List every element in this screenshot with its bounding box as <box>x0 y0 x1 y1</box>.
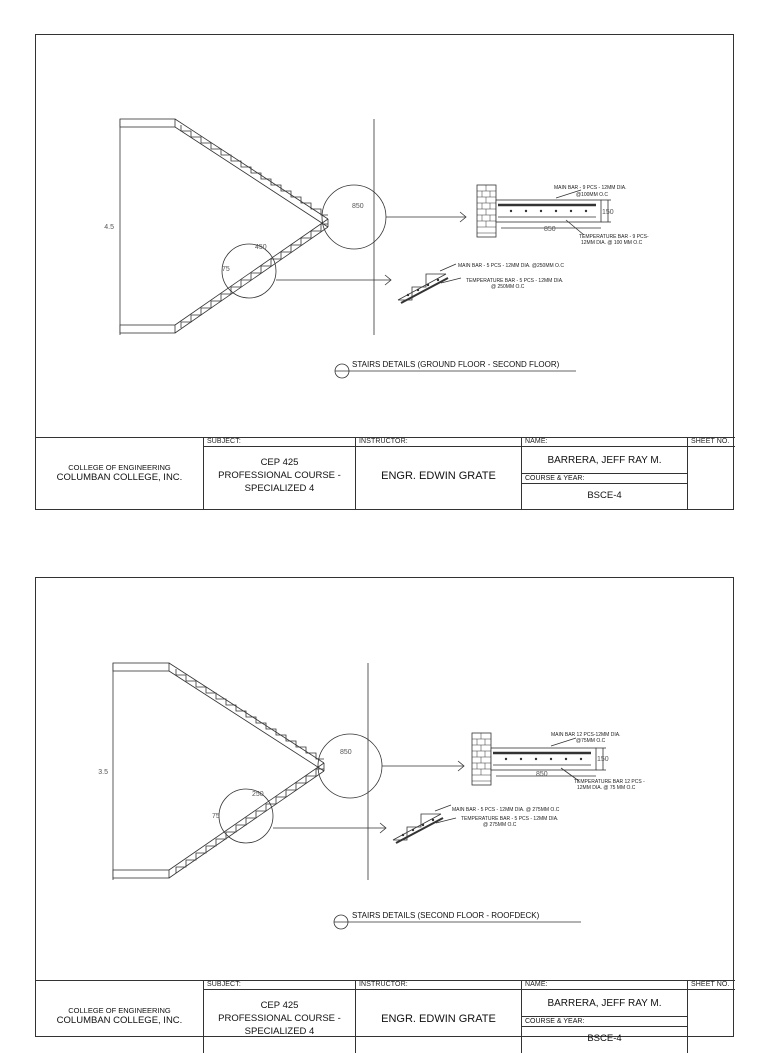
subject-label: SUBJECT: <box>207 438 241 445</box>
instructor-label: INSTRUCTOR: <box>359 438 408 445</box>
instructor-label: INSTRUCTOR: <box>359 981 408 988</box>
college-line-2: COLUMBAN COLLEGE, INC. <box>56 1015 183 1026</box>
course-year-label: COURSE & YEAR: <box>525 1018 585 1025</box>
course-year-label: COURSE & YEAR: <box>525 475 585 482</box>
college-line-2: COLUMBAN COLLEGE, INC. <box>56 472 183 483</box>
drawing-sheet-2 <box>35 577 734 1044</box>
sheet-number-label: SHEET NO. <box>691 981 730 988</box>
drawing-sheet-1 <box>35 34 734 510</box>
dimension-label: 450 <box>255 244 267 251</box>
dimension-label: 850 <box>340 749 352 756</box>
stair-temp-bar-note: @ 275MM O.C <box>483 822 517 828</box>
temperature-bar-note: 12MM DIA. @ 100 MM O.C <box>581 240 643 246</box>
stair-temp-bar-note: @ 250MM O.C <box>491 284 525 290</box>
subject-line-3: SPECIALIZED 4 <box>244 483 315 494</box>
subject-line-2: PROFESSIONAL COURSE - <box>218 470 341 481</box>
height-dimension: 4.5 <box>104 224 114 231</box>
name-label: NAME: <box>525 981 548 988</box>
dimension-label: 850 <box>536 771 548 778</box>
dimension-label: 150 <box>602 209 614 216</box>
height-dimension: 3.5 <box>98 769 108 776</box>
stairs-drawing <box>36 578 735 980</box>
dimension-label: 850 <box>544 226 556 233</box>
name-cell <box>522 981 688 1053</box>
name-label: NAME: <box>525 438 548 445</box>
stairs-drawing-area <box>36 35 735 437</box>
stairs-drawing-area <box>36 578 735 980</box>
stair-temp-bar-note: TEMPERATURE BAR - 5 PCS - 12MM DIA. <box>461 816 559 822</box>
temperature-bar-note: TEMPERATURE BAR 12 PCS - <box>574 779 645 785</box>
temperature-bar-note: TEMPERATURE BAR - 9 PCS- <box>579 234 649 240</box>
instructor-cell <box>356 438 522 510</box>
subject-cell <box>204 981 356 1053</box>
subject-label: SUBJECT: <box>207 981 241 988</box>
section-title: STAIRS DETAILS (GROUND FLOOR - SECOND FLOOR) <box>352 360 560 369</box>
sheet-number-cell <box>688 438 735 510</box>
section-title: STAIRS DETAILS (SECOND FLOOR - ROOFDECK) <box>352 911 540 920</box>
main-bar-note: MAIN BAR - 9 PCS - 12MM DIA. <box>554 185 627 191</box>
sheet-number-label: SHEET NO. <box>691 438 730 445</box>
stairs-drawing <box>36 35 735 437</box>
main-bar-note: MAIN BAR 12 PCS-12MM DIA. <box>551 732 621 738</box>
name-cell <box>522 438 688 510</box>
subject-text <box>204 456 355 495</box>
college-line-1: COLLEGE OF ENGINEERING <box>68 1006 171 1015</box>
title-block <box>36 437 735 510</box>
subject-line-1: CEP 425 <box>260 457 299 468</box>
dimension-label: 250 <box>252 791 264 798</box>
course-year: BSCE-4 <box>587 1033 622 1044</box>
temperature-bar-note: 12MM DIA. @ 75 MM O.C <box>577 785 636 791</box>
title-block <box>36 980 735 1053</box>
dimension-label: 850 <box>352 203 364 210</box>
student-name: BARRERA, JEFF RAY M. <box>547 455 662 466</box>
course-year: BSCE-4 <box>587 490 622 501</box>
instructor-name: ENGR. EDWIN GRATE <box>381 470 496 482</box>
instructor-name: ENGR. EDWIN GRATE <box>381 1013 496 1025</box>
subject-text <box>204 999 355 1038</box>
main-bar-note: @100MM O.C <box>576 192 609 198</box>
college-line-1: COLLEGE OF ENGINEERING <box>68 463 171 472</box>
stair-main-bar-note: MAIN BAR - 5 PCS - 12MM DIA. @ 275MM O.C <box>452 807 560 813</box>
student-name: BARRERA, JEFF RAY M. <box>547 998 662 1009</box>
sheet-number-cell <box>688 981 735 1053</box>
college-cell <box>36 981 204 1053</box>
stair-temp-bar-note: TEMPERATURE BAR - 5 PCS - 12MM DIA. <box>466 278 564 284</box>
subject-line-3: SPECIALIZED 4 <box>244 1026 315 1037</box>
stair-main-bar-note: MAIN BAR - 5 PCS - 12MM DIA. @250MM O.C <box>458 263 564 269</box>
dimension-label: 75 <box>222 266 230 273</box>
dimension-label: 150 <box>597 756 609 763</box>
main-bar-note: @75MM O.C <box>576 738 606 744</box>
subject-cell <box>204 438 356 510</box>
instructor-cell <box>356 981 522 1053</box>
dimension-label: 75 <box>212 813 220 820</box>
subject-line-2: PROFESSIONAL COURSE - <box>218 1013 341 1024</box>
subject-line-1: CEP 425 <box>260 1000 299 1011</box>
college-cell <box>36 438 204 510</box>
